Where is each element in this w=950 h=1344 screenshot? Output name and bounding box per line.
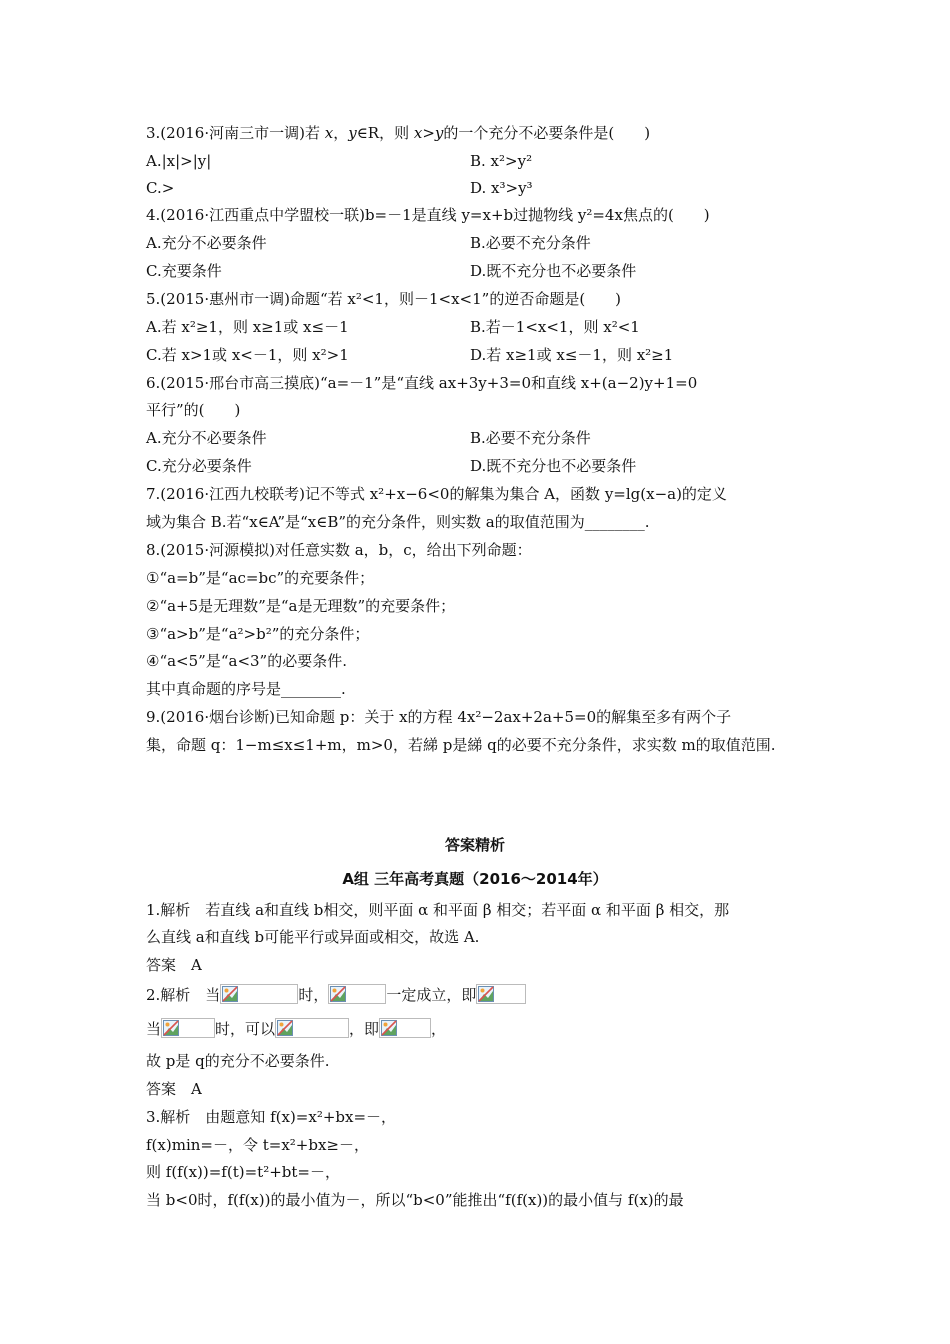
q8-stem: 8.(2015·河源模拟)对任意实数 a，b，c，给出下列命题： (146, 541, 532, 559)
q6-option-a: A.充分不必要条件 (146, 429, 267, 447)
q8-item-2: ②“a+5是无理数”是“a是无理数”的充要条件； (146, 597, 456, 615)
q5-stem: 5.(2015·惠州市一调)命题“若 x²<1，则－1<x<1”的逆否命题是( ) (146, 290, 622, 308)
broken-image-icon (328, 984, 386, 1004)
q5-option-d: D.若 x≥1或 x≤－1，则 x²≥1 (470, 346, 674, 364)
answer2-answer: 答案 A (146, 1080, 202, 1098)
answers-group-heading: A组 三年高考真题（2016～2014年） (342, 870, 608, 888)
q5-option-b: B.若－1<x<1，则 x²<1 (470, 318, 640, 336)
q3-option-b: B. x²>y² (470, 152, 533, 170)
q3-option-a: A.|x|>|y| (146, 152, 212, 170)
q3-option-d: D. x³>y³ (470, 179, 533, 197)
answer3-line3: 则 f(f(x))=f(t)=t²+bt=－， (146, 1163, 340, 1181)
answer2-line3: 故 p是 q的充分不必要条件. (146, 1052, 330, 1070)
q9-line1: 9.(2016·烟台诊断)已知命题 p：关于 x的方程 4x²−2ax+2a+5=0的解集至多有两个子 (146, 708, 732, 726)
q5-option-a: A.若 x²≥1，则 x≥1或 x≤－1 (146, 318, 349, 336)
answers-title: 答案精析 (444, 836, 505, 854)
q4-option-b: B.必要不充分条件 (470, 234, 591, 252)
q9-line2: 集，命题 q：1−m≤x≤1+m，m>0，若綈 p是綈 q的必要不充分条件，求实数 m的取值范围. (146, 736, 776, 754)
q6-stem-line2: 平行”的( ) (146, 401, 241, 419)
answer1-answer: 答案 A (146, 956, 202, 974)
q6-stem-line1: 6.(2015·邢台市高三摸底)“a=－1”是“直线 ax+3y+3=0和直线 x+(a−2)y+1=0 (146, 374, 698, 392)
answer3-line2: f(x)min=－，令 t=x²+bx≥－， (146, 1136, 370, 1154)
q4-option-c: C.充要条件 (146, 262, 222, 280)
q7-line2: 域为集合 B.若“x∈A”是“x∈B”的充分条件，则实数 a的取值范围为________. (146, 513, 650, 531)
q5-option-c: C.若 x>1或 x<－1，则 x²>1 (146, 346, 349, 364)
broken-image-icon (379, 1018, 431, 1038)
answer1-line2: 么直线 a和直线 b可能平行或异面或相交，故选 A. (146, 928, 480, 946)
q4-option-a: A.充分不必要条件 (146, 234, 267, 252)
broken-image-icon (161, 1018, 215, 1038)
q6-option-d: D.既不充分也不必要条件 (470, 457, 637, 475)
broken-image-icon (476, 984, 526, 1004)
q3-option-c: C.> (146, 179, 175, 197)
answer2-line1: 2.解析 当 时， 一定成立，即 (146, 984, 526, 1006)
q4-option-d: D.既不充分也不必要条件 (470, 262, 637, 280)
answer2-line2: 当 时，可以 ，即 ， (146, 1020, 447, 1038)
q8-item-3: ③“a>b”是“a²>b²”的充分条件； (146, 625, 370, 643)
q8-item-4: ④“a<5”是“a<3”的必要条件. (146, 652, 347, 670)
answer1-line1: 1.解析 若直线 a和直线 b相交，则平面 α 和平面 β 相交；若平面 α 和平面 β 相交，那 (146, 901, 730, 919)
q6-option-c: C.充分必要条件 (146, 457, 252, 475)
q7-line1: 7.(2016·江西九校联考)记不等式 x²+x−6<0的解集为集合 A，函数 y=lg(x−a)的定义 (146, 485, 727, 503)
q4-stem: 4.(2016·江西重点中学盟校一联)b=－1是直线 y=x+b过抛物线 y²=4x焦点的( ) (146, 206, 710, 224)
q3-stem: 3.(2016·河南三市一调)若 x，y∈R，则 x>y的一个充分不必要条件是( ) (146, 124, 651, 142)
broken-image-icon (220, 984, 298, 1004)
q6-option-b: B.必要不充分条件 (470, 429, 591, 447)
q8-item-1: ①“a=b”是“ac=bc”的充要条件； (146, 569, 375, 587)
answer3-line4: 当 b<0时，f(f(x))的最小值为－，所以“b<0”能推出“f(f(x))的最小值与 f(x)的最 (146, 1191, 684, 1209)
answer3-line1: 3.解析 由题意知 f(x)=x²+bx=－， (146, 1108, 397, 1126)
q8-ask: 其中真命题的序号是________. (146, 680, 346, 698)
broken-image-icon (275, 1018, 349, 1038)
